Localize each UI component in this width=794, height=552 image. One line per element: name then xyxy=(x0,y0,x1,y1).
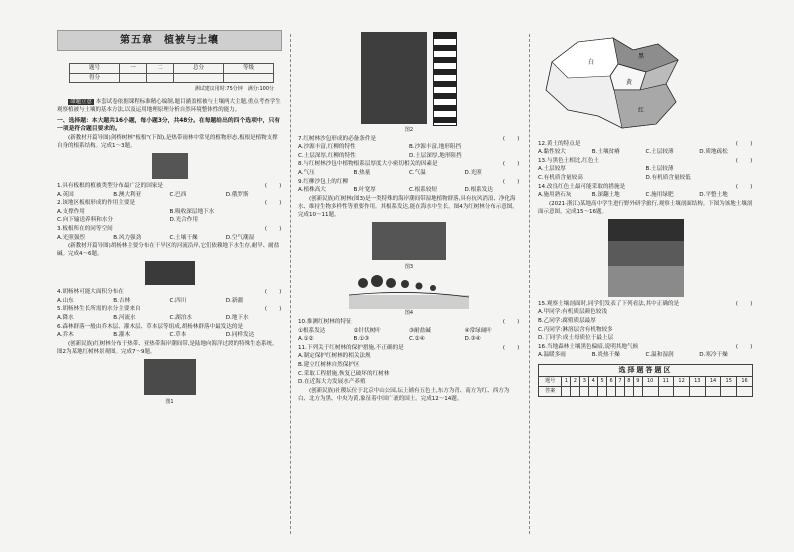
answer-cell[interactable] xyxy=(616,386,625,396)
column-right xyxy=(538,30,753,535)
answer-cell[interactable] xyxy=(737,386,753,396)
score-table-header: 总分 xyxy=(174,64,224,74)
question-4: 4.胡杨林可能大面积分布在 ( ) xyxy=(57,289,282,296)
answer-number: 16 xyxy=(737,376,753,386)
answer-cell[interactable] xyxy=(580,386,589,396)
photo-soil-layers xyxy=(608,219,684,297)
intro-text xyxy=(57,98,282,114)
chapter-title: 第五章 植被与土壤 xyxy=(57,30,282,51)
answer-row-label: 答案 xyxy=(539,386,562,396)
answer-cell[interactable] xyxy=(589,386,598,396)
answer-number: 14 xyxy=(705,376,721,386)
answer-number: 7 xyxy=(616,376,625,386)
figure-2 xyxy=(298,32,520,126)
answer-area-title: 选择题答题区 xyxy=(538,364,753,376)
china-soil-map xyxy=(538,32,688,132)
passage: (创新民族)红树林(图3)是一类特殊的海岸潮间带湿地植物群落,具有抗风消浪、净化海水、维持生物多样性等重要作用。其根系发达,能在海水中生长。图4为红树林分布示意图。完成10～11题。 xyxy=(298,195,518,218)
photo-sand-mound xyxy=(144,359,196,395)
depth-scale-bar xyxy=(433,32,457,126)
answer-number: 15 xyxy=(721,376,737,386)
question-1: 1.具有板根的植被类型分布最广泛的国家是 ( ) xyxy=(57,182,282,189)
score-table-header: 题号 xyxy=(70,64,120,74)
answer-number: 10 xyxy=(642,376,658,386)
answer-cell[interactable] xyxy=(607,386,616,396)
map-label-yellow: 黄 xyxy=(626,79,633,86)
question-7: 7.红树林沙包形成的必备条件是 ( ) xyxy=(298,135,520,142)
options-4: A.山东 B.吉林 C.四川 D.新疆 xyxy=(57,297,244,304)
answer-number: 2 xyxy=(571,376,580,386)
answer-cell[interactable] xyxy=(674,386,690,396)
map-label-red: 红 xyxy=(638,107,645,114)
passage: (创新民族)社稷坛位于北京中山公园,坛上铺有五色土,东方为青、南方为红、西方为白、北方为黑、中央为黄,象征着中国广袤的国土。完成12～14题。 xyxy=(298,387,510,402)
column-divider xyxy=(290,34,291,534)
answer-number: 8 xyxy=(624,376,633,386)
passage: (2021·浙江)某地高中学生进行野外研学旅行,观察土壤剖面结构。下图为该地土壤剖面示意图。完成15～16题。 xyxy=(538,200,753,215)
answer-number: 13 xyxy=(689,376,705,386)
options-12: A.黏性较大 B.土壤贫瘠 C.土层较薄 D.质地疏松 xyxy=(538,149,728,156)
answer-table xyxy=(538,376,753,397)
answer-number: 11 xyxy=(658,376,674,386)
options-1: A.英国 B.澳大利亚 C.巴西 D.俄罗斯 xyxy=(57,191,249,198)
intro-label: 命题立意 xyxy=(70,98,93,105)
answer-number: 6 xyxy=(607,376,616,386)
answer-number: 12 xyxy=(674,376,690,386)
passage: (新教材开篇导图)胡杨林主要分布在干旱区的河流沿岸,它们依赖地下水生存,耐旱、耐盐碱。完成4～6题。 xyxy=(57,243,280,258)
score-cell[interactable] xyxy=(174,73,224,83)
answer-cell[interactable] xyxy=(658,386,674,396)
question-8: 8.与红树林沙包中植物根系层厚度大小密切相关的因素是 ( ) xyxy=(298,161,520,168)
question-2: 2.该地区板根形成的作用主要是 ( ) xyxy=(57,200,282,207)
answer-cell[interactable] xyxy=(689,386,705,396)
options-5: A.降水 B.河流水 C.湖泊水 D.地下水 xyxy=(57,314,249,321)
intro-body: 本套试卷依据课程标准精心编制,题目涵盖植被与土壤两大主题,重点考查学生观察植被与土壤的基本方法,以及运用地理原理分析自然环境整体性的能力。 xyxy=(57,98,281,113)
column-left xyxy=(57,30,282,535)
photo-soil-profile xyxy=(361,32,427,124)
answer-number: 3 xyxy=(580,376,589,386)
question-3: 3.板根所在的同等空间 ( ) xyxy=(57,225,282,232)
photo-poplar-forest xyxy=(145,261,195,285)
column-divider xyxy=(529,34,530,534)
score-table-header: 二 xyxy=(147,64,174,74)
photo-mangrove xyxy=(372,222,446,260)
answer-cell[interactable] xyxy=(633,386,642,396)
answer-number: 5 xyxy=(598,376,607,386)
question-11: 11.下列关于红树林的保护措施,不正确的是 ( ) xyxy=(298,344,520,351)
options-6: A.乔木 B.灌木 C.草本 D.同样发达 xyxy=(57,332,255,339)
question-16: 16.当地森林土壤黑色偏暗,说明其地气候 ( ) xyxy=(538,343,753,350)
options-2: A.支撑作用 B.吸收深层地下水 C.向下输送养料和水分 D.光合作用 xyxy=(57,208,215,224)
figure-caption: 图3 xyxy=(404,263,414,270)
time-note: 测试建议用时:75分钟 满分:100分 xyxy=(194,86,274,93)
question-13: 13.与黑色土相比,红色土 ( ) xyxy=(538,157,753,164)
score-table-header: 一 xyxy=(119,64,146,74)
options-3: A.光照强烈 B.风力强劲 C.土壤干燥 D.空气潮湿 xyxy=(57,234,255,241)
answer-cell[interactable] xyxy=(642,386,658,396)
choices-10: A.①② B.①③ C.②④ D.③④ xyxy=(298,336,481,343)
options-8: A.气压 B.热量 C.气温 D.光照 xyxy=(298,169,482,176)
figure-caption: 图2 xyxy=(404,127,414,133)
question-12: 12.黄土的特点是 ( ) xyxy=(538,140,753,147)
question-10: 10.推测红树林的特征 ( ) xyxy=(298,318,520,325)
map-label-black: 黑 xyxy=(638,53,645,60)
question-9: 9.红柳沙包上的红柳 ( ) xyxy=(298,178,520,185)
answer-row-label: 题号 xyxy=(539,376,562,386)
score-row-label: 得分 xyxy=(70,73,120,83)
figure-caption: 图4 xyxy=(404,310,414,317)
answer-cell[interactable] xyxy=(721,386,737,396)
question-15: 15.观察土壤剖面时,同学们发表了下列看法,其中正确的是 ( ) xyxy=(538,300,753,307)
options-16: A.温暖多雨 B.炎热干燥 C.温和湿润 D.寒冷干燥 xyxy=(538,352,728,359)
score-cell[interactable] xyxy=(224,73,274,83)
passage: (创新民族)红树林分布于热带、亚热带海岸潮间带,是陆地向海洋过渡的特殊生态系统。图2为某地红树林景观图。完成7～9题。 xyxy=(57,340,278,355)
answer-cell[interactable] xyxy=(598,386,607,396)
answer-number: 9 xyxy=(633,376,642,386)
options-9: A.植株高大 B.叶宽厚 C.根系较短 D.根系发达 xyxy=(298,187,493,194)
options-7: A.沙源丰富,红柳的特性 B.沙源丰富,地形阻挡 C.土层深厚,红柳的特性 D.土层深厚,地形阻挡 xyxy=(298,144,462,159)
answer-cell[interactable] xyxy=(624,386,633,396)
score-table-header: 等级 xyxy=(224,64,274,74)
photo-buttress-root xyxy=(152,153,188,179)
options-10: ①根系发达 ②针状树叶 ③耐盐碱 ④常绿阔叶 xyxy=(298,327,492,334)
passage: (新教材开篇导图)剑桥树林"板根"(下图),是热带雨林中常见的植物形态,板根是植物支撑自身的根系结构。完成1～3题。 xyxy=(57,134,278,149)
answer-number: 4 xyxy=(589,376,598,386)
figure-caption: 图1 xyxy=(165,398,174,405)
score-cell[interactable] xyxy=(147,73,174,83)
section-title: 一、选择题：本大题共16小题，每小题3分，共48分。在每题给出的四个选项中，只有一项是符合题目要求的。 xyxy=(57,117,281,133)
answer-cell[interactable] xyxy=(562,386,571,396)
score-table xyxy=(69,63,274,83)
answer-cell[interactable] xyxy=(571,386,580,396)
score-cell[interactable] xyxy=(119,73,146,83)
options-14: A.施用熟石灰 B.深翻土地 C.施用绿肥 D.平整土地 xyxy=(538,192,728,199)
answer-cell[interactable] xyxy=(705,386,721,396)
question-5: 5.胡杨林生长所需的水分主要来自 ( ) xyxy=(57,306,282,313)
answer-number: 1 xyxy=(562,376,571,386)
options-15: A.甲同学:有机质层颜色较浅 B.乙同学:腐殖质层最厚 C.丙同学:淋溶层含有机物较多 D.丁同学:成土母质位于最上层 xyxy=(538,309,614,342)
question-14: 14.改良红色土最可能采取的措施是 ( ) xyxy=(538,183,753,190)
options-11: A.制定保护红树林的相关法规 B.建立红树林自然保护区 C.采取工程措施,恢复已破坏的红树林 D.在近海大力发展水产养殖 xyxy=(298,353,390,386)
mangrove-diagram xyxy=(349,271,469,309)
question-6: 6.森林群落一般由乔木层、灌木层、草本层等组成,胡杨林群落中最发达的是 xyxy=(57,323,244,330)
options-13: A.土层较厚 B.土层较薄 C.有机质含量较高 D.有机质含量较低 xyxy=(538,166,691,181)
column-middle xyxy=(298,30,520,535)
map-label-white: 白 xyxy=(588,59,595,66)
